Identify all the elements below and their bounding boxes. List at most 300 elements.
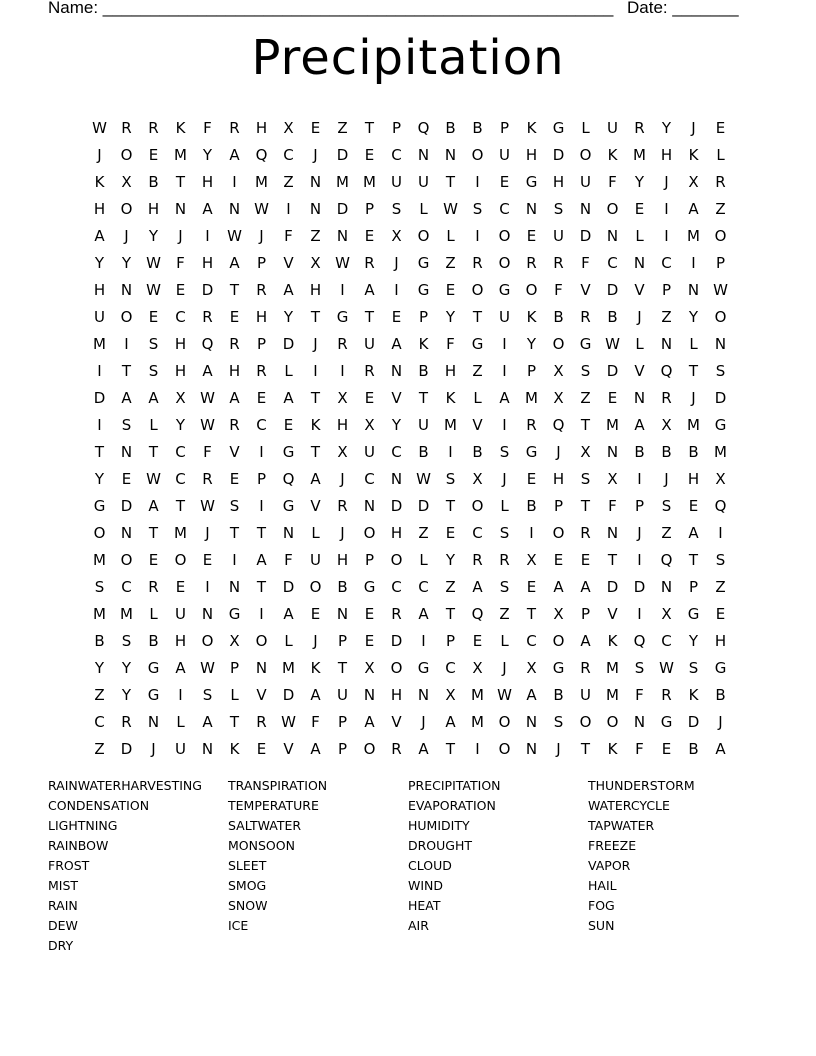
grid-letter: Y	[175, 415, 186, 434]
grid-letter: H	[93, 280, 106, 299]
grid-letter: B	[148, 172, 159, 191]
grid-letter: X	[526, 658, 537, 677]
grid-letter: P	[337, 712, 348, 731]
grid-letter: U	[94, 307, 105, 326]
grid-letter: P	[337, 631, 348, 650]
grid-letter: C	[175, 307, 186, 326]
grid-letter: R	[148, 577, 159, 596]
grid-letter: J	[691, 118, 696, 137]
grid-letter: E	[580, 550, 591, 569]
grid-letter: F	[608, 496, 617, 515]
grid-letter: N	[147, 712, 160, 731]
grid-letter: N	[606, 226, 619, 245]
grid-letter: W	[443, 199, 458, 218]
grid-letter: Z	[418, 523, 429, 542]
grid-letter: E	[715, 604, 726, 623]
grid-letter: U	[607, 118, 618, 137]
grid-letter: T	[472, 307, 483, 326]
grid-letter: T	[688, 550, 699, 569]
grid-letter: O	[120, 199, 133, 218]
grid-letter: E	[661, 739, 672, 758]
grid-letter: K	[607, 739, 618, 758]
grid-letter: X	[688, 172, 699, 191]
grid-letter: H	[660, 145, 673, 164]
grid-letter: A	[283, 388, 294, 407]
grid-letter: A	[364, 712, 375, 731]
grid-letter: X	[661, 415, 672, 434]
grid-letter: T	[607, 550, 618, 569]
grid-letter: X	[391, 226, 402, 245]
grid-letter: E	[445, 523, 456, 542]
grid-letter: J	[313, 631, 318, 650]
grid-letter: D	[714, 388, 727, 407]
grid-letter: J	[124, 226, 129, 245]
grid-letter: H	[444, 361, 457, 380]
grid-letter: C	[661, 253, 672, 272]
grid-letter: Y	[121, 658, 132, 677]
grid-letter: G	[417, 253, 430, 272]
grid-letter: I	[340, 280, 345, 299]
grid-letter: T	[256, 523, 267, 542]
grid-letter: E	[364, 604, 375, 623]
grid-letter: C	[391, 145, 402, 164]
grid-letter: N	[714, 334, 727, 353]
grid-letter: I	[475, 172, 480, 191]
grid-letter: X	[553, 361, 564, 380]
grid-letter: E	[445, 280, 456, 299]
grid-letter: C	[391, 577, 402, 596]
grid-letter: E	[283, 415, 294, 434]
page-title: Precipitation	[251, 30, 565, 86]
grid-letter: G	[687, 604, 700, 623]
grid-letter: N	[228, 199, 241, 218]
grid-letter: R	[337, 334, 348, 353]
word-list-item: VAPOR	[588, 858, 631, 873]
grid-letter: R	[526, 253, 537, 272]
grid-letter: Y	[148, 226, 159, 245]
grid-letter: H	[525, 145, 538, 164]
word-list-item: RAINBOW	[48, 838, 109, 853]
grid-letter: N	[174, 199, 187, 218]
grid-letter: D	[579, 226, 592, 245]
grid-letter: Q	[417, 118, 430, 137]
grid-letter: M	[336, 172, 349, 191]
grid-letter: H	[390, 685, 403, 704]
grid-letter: O	[714, 226, 727, 245]
grid-letter: B	[553, 307, 564, 326]
grid-letter: Y	[94, 253, 105, 272]
grid-letter: P	[553, 496, 564, 515]
grid-letter: R	[202, 469, 213, 488]
grid-letter: W	[200, 496, 215, 515]
grid-letter: J	[637, 523, 642, 542]
grid-letter: X	[337, 442, 348, 461]
grid-letter: I	[178, 685, 183, 704]
grid-letter: G	[282, 496, 295, 515]
grid-letter: K	[94, 172, 105, 191]
grid-letter: M	[93, 604, 106, 623]
grid-letter: W	[200, 415, 215, 434]
grid-letter: L	[284, 631, 293, 650]
grid-letter: S	[445, 469, 456, 488]
grid-letter: A	[202, 199, 213, 218]
grid-letter: C	[391, 442, 402, 461]
grid-letter: O	[498, 739, 511, 758]
grid-letter: I	[259, 604, 264, 623]
grid-letter: A	[688, 523, 699, 542]
grid-letter: G	[228, 604, 241, 623]
grid-letter: I	[637, 604, 642, 623]
grid-letter: U	[418, 415, 429, 434]
grid-letter: C	[364, 469, 375, 488]
grid-letter: S	[553, 199, 564, 218]
grid-letter: D	[606, 361, 619, 380]
grid-letter: A	[472, 577, 483, 596]
grid-letter: O	[363, 739, 376, 758]
grid-letter: E	[553, 550, 564, 569]
grid-letter: F	[446, 334, 455, 353]
grid-letter: T	[121, 361, 132, 380]
grid-letter: N	[309, 199, 322, 218]
grid-letter: Z	[94, 685, 105, 704]
grid-letter: G	[417, 658, 430, 677]
grid-letter: Z	[445, 577, 456, 596]
grid-letter: D	[282, 334, 295, 353]
grid-letter: O	[201, 631, 214, 650]
grid-letter: I	[421, 631, 426, 650]
grid-letter: S	[715, 361, 726, 380]
grid-letter: Q	[633, 631, 646, 650]
grid-letter: O	[606, 712, 619, 731]
grid-letter: O	[525, 280, 538, 299]
grid-letter: P	[661, 280, 672, 299]
grid-letter: I	[448, 442, 453, 461]
grid-letter: I	[529, 523, 534, 542]
grid-letter: I	[232, 550, 237, 569]
grid-letter: E	[310, 604, 321, 623]
grid-letter: I	[97, 415, 102, 434]
grid-letter: R	[364, 361, 375, 380]
grid-letter: S	[715, 550, 726, 569]
grid-letter: G	[552, 118, 565, 137]
grid-letter: N	[120, 523, 133, 542]
grid-letter: T	[526, 604, 537, 623]
grid-letter: A	[148, 496, 159, 515]
grid-letter: N	[390, 469, 403, 488]
grid-letter: O	[552, 334, 565, 353]
word-list-item: CLOUD	[408, 858, 452, 873]
grid-letter: O	[552, 523, 565, 542]
grid-letter: K	[445, 388, 456, 407]
word-list-item: THUNDERSTORM	[588, 778, 695, 793]
grid-letter: X	[364, 658, 375, 677]
grid-letter: L	[635, 334, 644, 353]
grid-letter: R	[391, 604, 402, 623]
grid-letter: G	[147, 685, 160, 704]
grid-letter: V	[310, 496, 321, 515]
grid-letter: J	[691, 388, 696, 407]
grid-letter: S	[688, 658, 699, 677]
grid-letter: N	[444, 145, 457, 164]
grid-letter: R	[256, 361, 267, 380]
grid-letter: C	[526, 631, 537, 650]
grid-letter: N	[201, 604, 214, 623]
grid-letter: S	[229, 496, 240, 515]
header	[0, 0, 816, 20]
grid-letter: R	[364, 253, 375, 272]
grid-letter: J	[97, 145, 102, 164]
grid-letter: R	[121, 118, 132, 137]
grid-letter: I	[259, 496, 264, 515]
grid-letter: F	[203, 442, 212, 461]
grid-letter: D	[390, 496, 403, 515]
grid-letter: R	[229, 415, 240, 434]
grid-letter: W	[146, 469, 161, 488]
grid-letter: X	[553, 388, 564, 407]
grid-letter: H	[714, 631, 727, 650]
grid-letter: J	[556, 739, 561, 758]
grid-letter: U	[364, 442, 375, 461]
grid-letter: J	[421, 712, 426, 731]
grid-letter: H	[93, 199, 106, 218]
grid-letter: N	[363, 685, 376, 704]
grid-letter: T	[229, 523, 240, 542]
grid-letter: H	[336, 415, 349, 434]
grid-letter: D	[336, 199, 349, 218]
grid-letter: C	[418, 577, 429, 596]
grid-letter: M	[525, 388, 538, 407]
grid-letter: D	[201, 280, 214, 299]
grid-letter: A	[580, 631, 591, 650]
grid-letter: R	[715, 172, 726, 191]
word-list-item: PRECIPITATION	[408, 778, 501, 793]
grid-letter: G	[525, 442, 538, 461]
grid-letter: A	[553, 577, 564, 596]
grid-letter: K	[418, 334, 429, 353]
grid-letter: R	[580, 307, 591, 326]
word-list-item: HAIL	[588, 878, 617, 893]
grid-letter: P	[580, 604, 591, 623]
grid-letter: N	[255, 658, 268, 677]
grid-letter: U	[499, 307, 510, 326]
grid-letter: L	[473, 388, 482, 407]
grid-letter: X	[310, 253, 321, 272]
grid-letter: H	[390, 523, 403, 542]
grid-letter: T	[229, 712, 240, 731]
grid-letter: A	[202, 361, 213, 380]
grid-letter: J	[718, 712, 723, 731]
grid-letter: X	[337, 388, 348, 407]
grid-letter: K	[688, 685, 699, 704]
grid-letter: K	[607, 145, 618, 164]
grid-letter: A	[499, 388, 510, 407]
grid-letter: N	[633, 253, 646, 272]
grid-letter: A	[580, 577, 591, 596]
grid-letter: P	[688, 577, 699, 596]
grid-letter: L	[149, 604, 158, 623]
grid-letter: T	[310, 442, 321, 461]
grid-letter: Y	[526, 334, 537, 353]
grid-letter: S	[553, 712, 564, 731]
word-list	[48, 776, 768, 956]
word-list-item: HUMIDITY	[408, 818, 470, 833]
grid-letter: S	[148, 334, 159, 353]
grid-letter: E	[256, 388, 267, 407]
grid-letter: X	[553, 604, 564, 623]
word-list-item: EVAPORATION	[408, 798, 496, 813]
grid-letter: Z	[445, 253, 456, 272]
grid-letter: Y	[661, 118, 672, 137]
grid-letter: N	[525, 199, 538, 218]
grid-letter: C	[175, 469, 186, 488]
grid-letter: Y	[688, 307, 699, 326]
grid-letter: T	[445, 604, 456, 623]
grid-letter: E	[256, 739, 267, 758]
grid-letter: E	[148, 307, 159, 326]
grid-letter: U	[337, 685, 348, 704]
grid-letter: J	[664, 469, 669, 488]
grid-letter: Y	[121, 685, 132, 704]
grid-letter: W	[416, 469, 431, 488]
grid-letter: T	[580, 415, 591, 434]
grid-letter: S	[148, 361, 159, 380]
grid-letter: W	[281, 712, 296, 731]
grid-letter: A	[256, 550, 267, 569]
grid-letter: T	[364, 118, 375, 137]
grid-letter: W	[254, 199, 269, 218]
word-list-item: FROST	[48, 858, 90, 873]
grid-letter: W	[92, 118, 107, 137]
grid-letter: G	[282, 442, 295, 461]
grid-letter: N	[660, 577, 673, 596]
grid-letter: L	[149, 415, 158, 434]
grid-letter: X	[445, 685, 456, 704]
grid-letter: R	[553, 253, 564, 272]
word-list-item: WATERCYCLE	[588, 798, 670, 813]
grid-letter: U	[391, 172, 402, 191]
grid-letter: Y	[445, 307, 456, 326]
grid-letter: B	[688, 442, 699, 461]
grid-letter: R	[148, 118, 159, 137]
grid-letter: U	[175, 739, 186, 758]
grid-letter: J	[259, 226, 264, 245]
grid-letter: M	[633, 145, 646, 164]
grid-letter: V	[256, 685, 267, 704]
grid-letter: I	[205, 577, 210, 596]
grid-letter: T	[148, 442, 159, 461]
word-list-item: SNOW	[228, 898, 268, 913]
grid-letter: Q	[660, 550, 673, 569]
grid-letter: A	[526, 685, 537, 704]
grid-letter: U	[553, 226, 564, 245]
grid-letter: Z	[94, 739, 105, 758]
grid-letter: X	[175, 388, 186, 407]
grid-letter: U	[310, 550, 321, 569]
grid-letter: Y	[391, 415, 402, 434]
grid-letter: E	[526, 577, 537, 596]
grid-letter: T	[94, 442, 105, 461]
grid-letter: O	[417, 226, 430, 245]
grid-letter: B	[634, 442, 645, 461]
grid-letter: J	[313, 145, 318, 164]
grid-letter: G	[471, 334, 484, 353]
grid-letter: R	[661, 685, 672, 704]
grid-letter: O	[606, 199, 619, 218]
grid-letter: R	[391, 739, 402, 758]
grid-letter: I	[313, 361, 318, 380]
grid-letter: B	[337, 577, 348, 596]
grid-letter: R	[472, 253, 483, 272]
grid-letter: D	[687, 712, 700, 731]
grid-letter: L	[500, 631, 509, 650]
grid-letter: W	[659, 658, 674, 677]
word-list-item: TEMPERATURE	[228, 798, 319, 813]
grid-letter: V	[607, 604, 618, 623]
grid-letter: X	[607, 469, 618, 488]
grid-letter: N	[633, 712, 646, 731]
grid-letter: S	[499, 442, 510, 461]
grid-letter: R	[580, 658, 591, 677]
grid-letter: S	[391, 199, 402, 218]
grid-letter: O	[390, 658, 403, 677]
grid-letter: N	[336, 604, 349, 623]
grid-letter: M	[282, 658, 295, 677]
grid-letter: W	[497, 685, 512, 704]
grid-letter: J	[178, 226, 183, 245]
grid-letter: D	[120, 739, 133, 758]
grid-letter: R	[634, 118, 645, 137]
grid-letter: D	[606, 577, 619, 596]
grid-letter: T	[688, 361, 699, 380]
grid-letter: T	[445, 172, 456, 191]
grid-letter: F	[554, 280, 563, 299]
grid-letter: T	[148, 523, 159, 542]
grid-letter: U	[580, 172, 591, 191]
grid-letter: O	[120, 307, 133, 326]
grid-letter: F	[176, 253, 185, 272]
word-list-item: MONSOON	[228, 838, 295, 853]
grid-letter: G	[660, 712, 673, 731]
grid-letter: G	[552, 658, 565, 677]
grid-letter: N	[120, 280, 133, 299]
grid-letter: A	[310, 739, 321, 758]
word-list-item: SUN	[588, 918, 615, 933]
grid-letter: E	[175, 280, 186, 299]
grid-letter: E	[148, 145, 159, 164]
grid-letter: Z	[661, 307, 672, 326]
grid-letter: L	[284, 361, 293, 380]
grid-letter: S	[499, 577, 510, 596]
word-list-item: SALTWATER	[228, 818, 302, 833]
grid-letter: F	[608, 172, 617, 191]
word-list-item: MIST	[48, 878, 79, 893]
grid-letter: W	[335, 253, 350, 272]
grid-letter: P	[256, 253, 267, 272]
grid-letter: L	[311, 523, 320, 542]
grid-letter: E	[607, 388, 618, 407]
grid-letter: A	[175, 658, 186, 677]
grid-letter: D	[93, 388, 106, 407]
grid-letter: N	[120, 442, 133, 461]
grid-letter: M	[174, 523, 187, 542]
grid-letter: V	[634, 280, 645, 299]
grid-letter: P	[499, 118, 510, 137]
grid-letter: P	[526, 361, 537, 380]
grid-letter: E	[715, 118, 726, 137]
grid-letter: X	[283, 118, 294, 137]
grid-letter: E	[364, 631, 375, 650]
grid-letter: H	[687, 469, 700, 488]
